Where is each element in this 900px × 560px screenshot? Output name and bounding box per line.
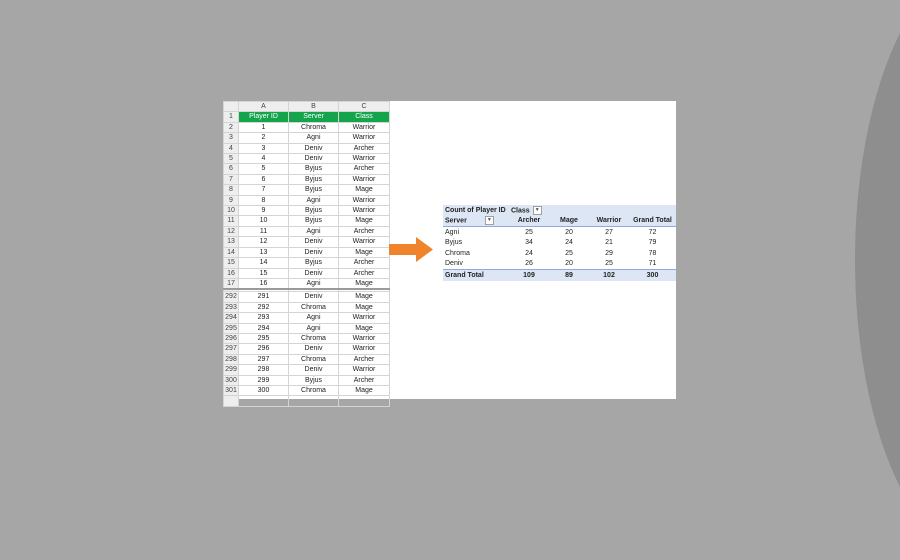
data-cell[interactable]: Deniv (289, 292, 339, 302)
data-cell[interactable]: Chroma (289, 354, 339, 364)
spreadsheet (223, 101, 390, 407)
table-row (224, 268, 390, 278)
pivot-col-header: Warrior (589, 216, 629, 227)
pivot-title-row (443, 205, 676, 216)
data-cell[interactable]: Chroma (289, 385, 339, 395)
data-cell[interactable]: Chroma (289, 333, 339, 343)
data-cell[interactable]: Warrior (339, 333, 390, 343)
data-cell[interactable] (339, 396, 390, 406)
table-row (224, 396, 390, 406)
data-cell[interactable]: Mage (339, 385, 390, 395)
background-curve (855, 0, 900, 560)
table-row (224, 344, 390, 354)
data-cell[interactable]: 8 (239, 195, 289, 205)
table-row (224, 313, 390, 323)
table-row (224, 365, 390, 375)
table-row (224, 133, 390, 143)
data-cell[interactable]: Agni (289, 195, 339, 205)
data-cell[interactable]: Agni (289, 278, 339, 289)
pivot-value-cell[interactable]: 27 (605, 228, 613, 236)
pivot-row-label[interactable]: Chroma (445, 249, 470, 257)
column-header[interactable]: A (239, 102, 289, 112)
pivot-value-cell[interactable]: 34 (525, 239, 533, 247)
row-number[interactable]: 7 (224, 174, 239, 184)
pivot-col-header: Archer (509, 216, 549, 227)
row-number[interactable]: 295 (225, 324, 237, 332)
data-cell[interactable]: Chroma (289, 302, 339, 312)
data-cell[interactable]: Byjus (289, 174, 339, 184)
data-cell[interactable]: 10 (239, 216, 289, 226)
row-number[interactable]: 8 (224, 185, 239, 195)
data-cell[interactable]: Archer (339, 375, 390, 385)
data-cell[interactable]: Mage (339, 247, 390, 257)
table-row (224, 333, 390, 343)
data-cell[interactable]: Deniv (289, 247, 339, 257)
data-cell[interactable]: 2 (239, 133, 289, 143)
row-number[interactable]: 2 (224, 122, 239, 132)
data-cell[interactable]: 295 (239, 333, 289, 343)
pivot-row-label[interactable]: Grand Total (443, 270, 509, 281)
table-row (224, 195, 390, 205)
dropdown-arrow-icon[interactable]: ▼ (485, 216, 494, 225)
row-number[interactable]: 17 (224, 278, 239, 289)
data-cell[interactable]: Warrior (339, 313, 390, 323)
header-cell[interactable]: Server (289, 112, 339, 122)
data-cell[interactable]: Archer (339, 164, 390, 174)
table-row (224, 216, 390, 226)
pivot-value-cell[interactable]: 20 (565, 260, 573, 268)
pivot-value-cell[interactable]: 25 (525, 228, 533, 236)
row-number[interactable]: 292 (225, 293, 237, 301)
pivot-value-cell[interactable]: 78 (648, 249, 657, 257)
pivot-row (443, 238, 676, 249)
row-number[interactable]: 3 (224, 133, 239, 143)
data-cell[interactable]: Byjus (289, 375, 339, 385)
row-number[interactable]: 14 (224, 247, 239, 257)
row-number[interactable]: 1 (224, 112, 239, 122)
data-cell[interactable]: Deniv (289, 154, 339, 164)
table-row (224, 302, 390, 312)
data-cell[interactable]: 14 (239, 258, 289, 268)
data-cell[interactable]: Agni (289, 313, 339, 323)
row-number[interactable]: 16 (224, 268, 239, 278)
data-cell[interactable]: Archer (339, 268, 390, 278)
data-cell[interactable]: Byjus (289, 164, 339, 174)
table-row (224, 385, 390, 395)
data-cell[interactable]: 294 (239, 323, 289, 333)
table-row (224, 164, 390, 174)
data-cell[interactable]: Warrior (339, 206, 390, 216)
data-cell[interactable]: Mage (339, 323, 390, 333)
data-cell[interactable]: Archer (339, 354, 390, 364)
table-row (224, 278, 390, 289)
data-cell[interactable]: 291 (239, 292, 289, 302)
data-cell[interactable]: Agni (289, 323, 339, 333)
table-row (224, 174, 390, 184)
data-cell[interactable]: 6 (239, 174, 289, 184)
table-row (224, 258, 390, 268)
row-number[interactable]: 9 (224, 195, 239, 205)
pivot-row-field-label: Server (445, 217, 467, 225)
row-number[interactable]: 13 (224, 237, 239, 247)
pivot-column-field-label: Class (511, 207, 530, 215)
table-row (224, 206, 390, 216)
data-cell[interactable]: Mage (339, 185, 390, 195)
data-cell[interactable]: Mage (339, 302, 390, 312)
header-cell[interactable]: Player ID (239, 112, 289, 122)
data-cell[interactable]: Archer (339, 258, 390, 268)
data-cell[interactable]: Deniv (289, 344, 339, 354)
row-number[interactable]: 294 (225, 314, 237, 322)
row-number[interactable]: 299 (225, 366, 237, 374)
table-row (224, 354, 390, 364)
data-cell[interactable]: Byjus (289, 216, 339, 226)
data-cell[interactable]: Warrior (339, 365, 390, 375)
pivot-value-cell[interactable]: 24 (525, 249, 533, 257)
table-row (224, 154, 390, 164)
row-number[interactable]: 12 (224, 226, 239, 236)
data-cell[interactable]: Deniv (289, 365, 339, 375)
column-header[interactable]: B (289, 102, 339, 112)
data-cell[interactable]: Deniv (289, 237, 339, 247)
data-cell[interactable]: Mage (339, 292, 390, 302)
dropdown-arrow-icon[interactable]: ▼ (533, 206, 542, 215)
row-number[interactable]: 301 (225, 386, 237, 394)
data-cell[interactable]: Warrior (339, 344, 390, 354)
data-cell[interactable]: Agni (289, 133, 339, 143)
row-number[interactable]: 297 (225, 345, 237, 353)
data-cell[interactable]: Deniv (289, 268, 339, 278)
pivot-col-header: Mage (549, 216, 589, 227)
data-cell[interactable]: Warrior (339, 154, 390, 164)
pivot-value-cell[interactable]: 26 (525, 260, 533, 268)
pivot-row-label[interactable]: Agni (445, 228, 460, 236)
pivot-value-cell[interactable]: 20 (565, 228, 573, 236)
select-all-corner[interactable] (224, 102, 239, 112)
table-row (224, 143, 390, 153)
pivot-value-cell[interactable]: 300 (629, 270, 676, 281)
pivot-row (443, 227, 676, 238)
pivot-column-field[interactable] (509, 205, 676, 216)
table-row (224, 226, 390, 236)
pivot-value-cell[interactable]: 24 (565, 239, 573, 247)
pivot-grand-total-row (443, 270, 676, 281)
pivot-value-cell[interactable]: 29 (605, 249, 613, 257)
column-header-row (224, 102, 390, 112)
data-cell[interactable]: Mage (339, 278, 390, 289)
table-row (224, 237, 390, 247)
pivot-table (443, 205, 676, 281)
data-cell[interactable]: Warrior (339, 133, 390, 143)
data-cell[interactable]: Warrior (339, 174, 390, 184)
row-number[interactable]: 15 (224, 258, 239, 268)
data-cell[interactable]: 4 (239, 154, 289, 164)
row-number[interactable]: 6 (224, 164, 239, 174)
data-cell[interactable] (289, 396, 339, 406)
data-cell[interactable]: 1 (239, 122, 289, 132)
row-number[interactable]: 11 (224, 216, 239, 226)
data-cell[interactable]: Mage (339, 216, 390, 226)
pivot-row (443, 259, 676, 270)
pivot-row (443, 248, 676, 259)
data-cell[interactable]: 15 (239, 268, 289, 278)
pivot-row-label[interactable]: Byjus (445, 239, 463, 247)
data-cell[interactable]: Chroma (289, 122, 339, 132)
pivot-value-cell[interactable]: 89 (549, 270, 589, 281)
data-cell[interactable]: 11 (239, 226, 289, 236)
data-cell[interactable]: Agni (289, 226, 339, 236)
data-cell[interactable]: 292 (239, 302, 289, 312)
pivot-values-label: Count of Player ID (443, 205, 509, 216)
pivot-value-cell[interactable]: 72 (648, 228, 657, 236)
data-cell[interactable]: 298 (239, 365, 289, 375)
data-cell[interactable]: 12 (239, 237, 289, 247)
table-row (224, 247, 390, 257)
data-cell[interactable]: 299 (239, 375, 289, 385)
row-number[interactable]: 293 (225, 303, 237, 311)
row-number[interactable]: 4 (224, 143, 239, 153)
table-row (224, 185, 390, 195)
data-cell[interactable]: Deniv (289, 143, 339, 153)
pivot-value-cell[interactable]: 21 (605, 239, 613, 247)
data-cell[interactable]: Archer (339, 226, 390, 236)
header-cell[interactable]: Class (339, 112, 390, 122)
table-row (224, 375, 390, 385)
data-cell[interactable]: 293 (239, 313, 289, 323)
pivot-row-field[interactable] (443, 216, 509, 227)
data-cell[interactable]: 13 (239, 247, 289, 257)
data-cell[interactable]: 296 (239, 344, 289, 354)
pivot-col-header: Grand Total (629, 216, 676, 227)
data-cell[interactable]: 3 (239, 143, 289, 153)
data-cell[interactable]: Warrior (339, 122, 390, 132)
arrow-right-icon (389, 237, 433, 262)
data-cell[interactable]: Archer (339, 143, 390, 153)
column-header[interactable]: C (339, 102, 390, 112)
data-cell[interactable]: Byjus (289, 258, 339, 268)
pivot-value-cell[interactable]: 79 (648, 239, 657, 247)
data-cell[interactable] (239, 396, 289, 406)
pivot-value-cell[interactable]: 25 (565, 249, 573, 257)
data-cell[interactable]: 7 (239, 185, 289, 195)
data-cell[interactable] (224, 396, 239, 406)
header-row (224, 112, 390, 122)
row-number[interactable]: 300 (225, 376, 237, 384)
data-cell[interactable]: Byjus (289, 185, 339, 195)
pivot-value-cell[interactable]: 102 (589, 270, 629, 281)
pivot-value-cell[interactable]: 109 (509, 270, 549, 281)
pivot-header-row (443, 216, 676, 227)
data-cell[interactable]: 9 (239, 206, 289, 216)
pivot-value-cell[interactable]: 25 (605, 260, 613, 268)
row-number[interactable]: 296 (225, 334, 237, 342)
table-row (224, 292, 390, 302)
data-cell[interactable]: Warrior (339, 195, 390, 205)
table-row (224, 122, 390, 132)
data-cell[interactable]: 16 (239, 278, 289, 289)
data-cell[interactable]: Byjus (289, 206, 339, 216)
data-cell[interactable]: 5 (239, 164, 289, 174)
row-number[interactable]: 10 (224, 206, 239, 216)
pivot-value-cell[interactable]: 71 (648, 260, 657, 268)
row-number[interactable]: 5 (224, 154, 239, 164)
pivot-row-label[interactable]: Deniv (445, 260, 463, 268)
data-cell[interactable]: 300 (239, 385, 289, 395)
data-cell[interactable]: 297 (239, 354, 289, 364)
data-cell[interactable]: Warrior (339, 237, 390, 247)
row-number[interactable]: 298 (225, 355, 237, 363)
table-row (224, 323, 390, 333)
